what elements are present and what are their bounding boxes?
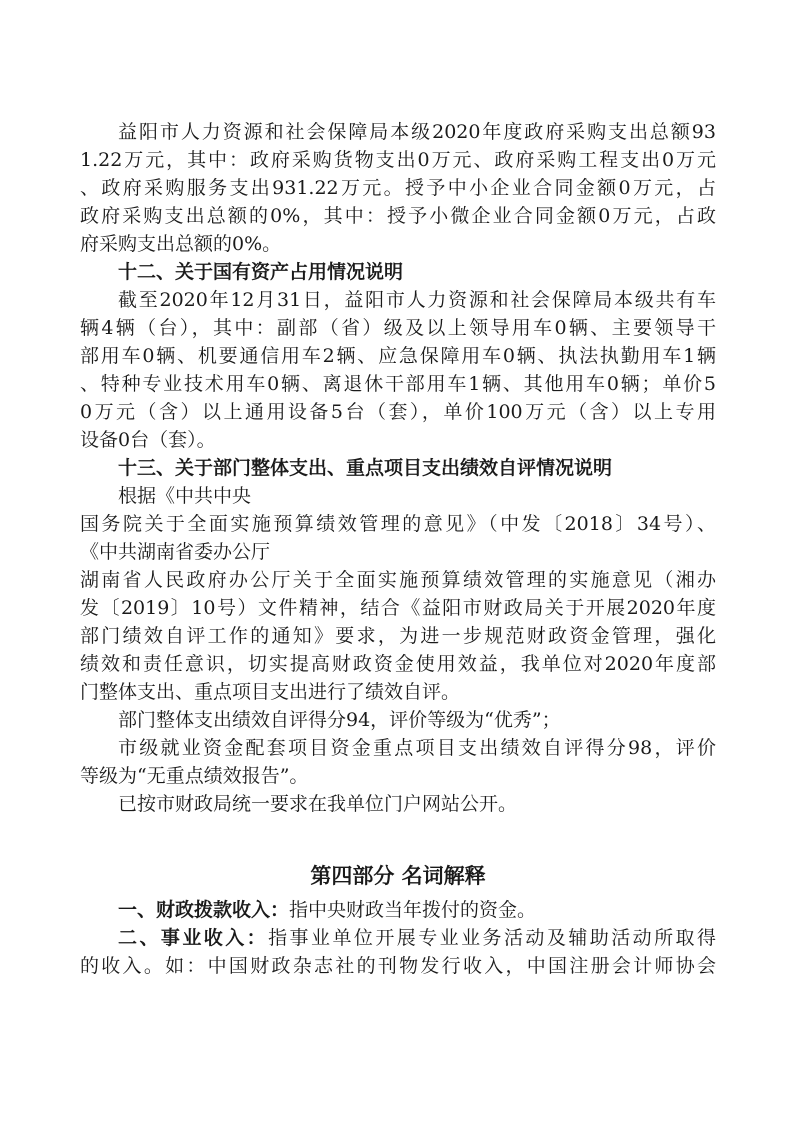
section-heading-13: 十三、关于部门整体支出、重点项目支出绩效自评情况说明 <box>118 457 613 479</box>
procurement-paragraph-line-2: 1.22万元，其中：政府采购货物支出0万元、政府采购工程支出0万元 <box>80 149 716 171</box>
overall-score-line: 部门整体支出绩效自评得分94，评价等级为“优秀”； <box>118 709 561 731</box>
section-heading-12: 十二、关于国有资产占用情况说明 <box>118 261 404 283</box>
procurement-paragraph-line-5: 府采购支出总额的0%。 <box>80 233 282 255</box>
term-1-text: 指中央财政当年拨付的资金。 <box>289 899 537 921</box>
evaluation-paragraph-line-8: 门整体支出、重点项目支出进行了绩效自评。 <box>80 681 461 703</box>
term-2-line-1 <box>118 924 716 952</box>
procurement-paragraph-line-1: 益阳市人力资源和社会保障局本级2020年度政府采购支出总额93 <box>118 121 716 143</box>
term-2-label: 二、事业收入： <box>118 927 269 949</box>
term-2-text: 指事业单位开展专业业务活动及辅助活动所取得 <box>268 927 716 949</box>
evaluation-paragraph-line-1: 根据《中共中央 <box>118 485 252 507</box>
assets-paragraph-line-3: 部用车0辆、机要通信用车2辆、应急保障用车0辆、执法执勤用车1辆 <box>80 345 716 367</box>
evaluation-paragraph-line-7: 绩效和责任意识，切实提高财政资金使用效益，我单位对2020年度部 <box>80 653 716 675</box>
part-four-title: 第四部分 名词解释 <box>310 863 486 888</box>
term-1-label: 一、财政拨款收入： <box>118 899 290 921</box>
assets-paragraph-line-6: 设备0台（套）。 <box>80 429 216 451</box>
assets-paragraph-line-1: 截至2020年12月31日，益阳市人力资源和社会保障局本级共有车 <box>118 289 716 311</box>
assets-paragraph-line-4: 、特种专业技术用车0辆、离退休干部用车1辆、其他用车0辆；单价5 <box>80 373 716 395</box>
procurement-paragraph-line-4: 政府采购支出总额的0%，其中：授予小微企业合同金额0万元，占政 <box>80 205 716 227</box>
term-1-line <box>118 896 716 924</box>
assets-paragraph-line-5: 0万元（含）以上通用设备5台（套），单价100万元（含）以上专用 <box>80 401 716 423</box>
evaluation-paragraph-line-4: 湖南省人民政府办公厅关于全面实施预算绩效管理的实施意见（湘办 <box>80 569 716 591</box>
procurement-paragraph-line-3: 、政府采购服务支出931.22万元。授予中小企业合同金额0万元，占 <box>80 177 716 199</box>
evaluation-paragraph-line-2: 国务院关于全面实施预算绩效管理的意见》（中发〔2018〕34号）、 <box>80 513 716 535</box>
term-2-line-2: 的收入。如：中国财政杂志社的刊物发行收入，中国注册会计师协会 <box>80 955 716 977</box>
evaluation-paragraph-line-3: 《中共湖南省委办公厅 <box>80 541 271 563</box>
assets-paragraph-line-2: 辆4辆（台），其中：副部（省）级及以上领导用车0辆、主要领导干 <box>80 317 716 339</box>
project-score-line-1: 市级就业资金配套项目资金重点项目支出绩效自评得分98，评价 <box>118 737 716 759</box>
publication-line: 已按市财政局统一要求在我单位门户网站公开。 <box>118 793 518 815</box>
evaluation-paragraph-line-5: 发〔2019〕10号）文件精神，结合《益阳市财政局关于开展2020年度 <box>80 597 716 619</box>
evaluation-paragraph-line-6: 部门绩效自评工作的通知》要求，为进一步规范财政资金管理，强化 <box>80 625 716 647</box>
project-score-line-2: 等级为“无重点绩效报告”。 <box>80 765 309 787</box>
